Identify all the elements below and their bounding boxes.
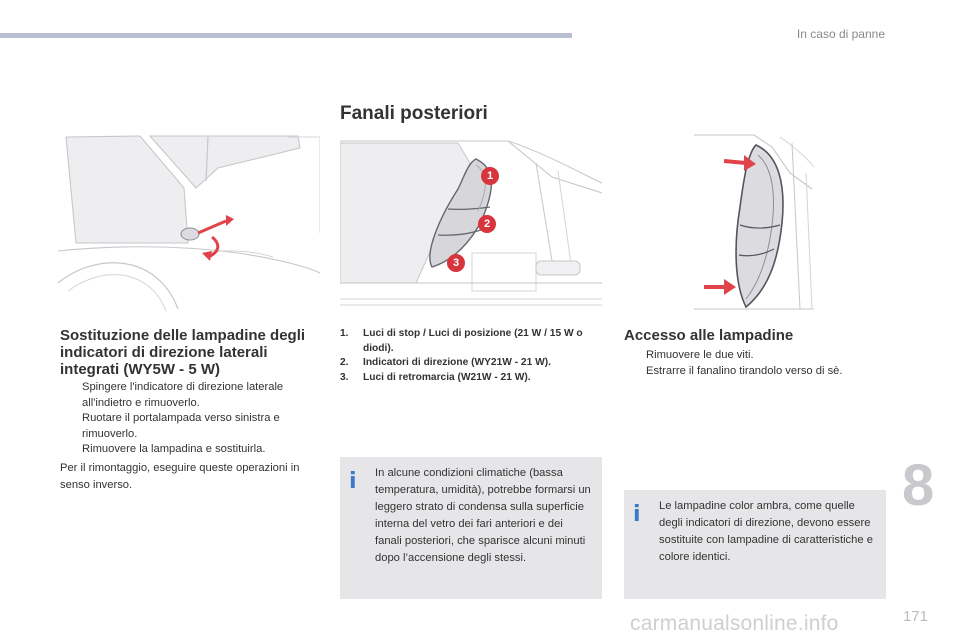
list-item: Rimuovere la lampadina e sostituirla. [82, 443, 266, 455]
list-item: 2. Indicatori di direzione (WY21W - 21 W). [340, 357, 551, 368]
lamp-list [340, 327, 610, 385]
page-number: 171 [902, 608, 928, 625]
list-item: Rimuovere le due viti. [646, 349, 754, 361]
lamp-access-steps [624, 348, 884, 379]
lamp-access-illustration [694, 133, 814, 313]
callout-3: 3 [447, 254, 465, 272]
page-title: Fanali posteriori [340, 103, 488, 124]
list-item: Estrarre il fanalino tirandolo verso di sè. [646, 364, 843, 377]
callout-2: 2 [478, 215, 496, 233]
header-accent-bar [0, 33, 572, 38]
callout-1: 1 [481, 167, 499, 185]
figure-rear-lights [340, 133, 602, 313]
lamp-access-heading: Accesso alle lampadine [624, 327, 794, 344]
info-icon: i [633, 502, 641, 527]
condensation-info-text: In alcune condizioni climatiche (bassa temperatura, umidità), potrebbe formarsi un leggero strato di condensa sulla superficie interna del vetro dei fari anteriori e dei fanali posteriori, che sparisce alcuni minuti dopo l’accensione degli stessi. [375, 467, 591, 564]
side-indicator-heading: Sostituzione delle lampadine degli indicatori di direzione laterali integrati (WY5W - 5 W) [60, 327, 306, 378]
rear-lights-illustration [340, 133, 602, 313]
list-item: 3. Luci di retromarcia (W21W - 21 W). [340, 371, 531, 383]
figure-side-indicator [58, 133, 320, 313]
side-indicator-illustration [58, 133, 320, 313]
reassembly-note: Per il rimontaggio, eseguire queste operazioni in senso inverso. [60, 462, 300, 491]
watermark: carmanualsonline.info [630, 612, 839, 635]
side-indicator-steps [60, 380, 320, 458]
list-item: 1. Luci di stop / Luci di posizione (21 W / 15 W o diodi). [340, 328, 583, 354]
chapter-number: 8 [902, 453, 935, 518]
info-icon: i [349, 469, 357, 494]
figure-lamp-access [694, 133, 814, 313]
amber-bulb-info-box [624, 490, 886, 599]
condensation-info-box [340, 457, 602, 599]
section-label: In caso di panne [796, 27, 885, 41]
amber-bulb-info-text: Le lampadine color ambra, come quelle degli indicatori di direzione, devono essere sostituite con lampadine di caratteristiche e colore identici. [659, 500, 873, 563]
list-item: Ruotare il portalampada verso sinistra e rimuoverlo. [82, 412, 280, 440]
list-item: Spingere l'indicatore di direzione laterale all'indietro e rimuoverlo. [82, 381, 284, 409]
